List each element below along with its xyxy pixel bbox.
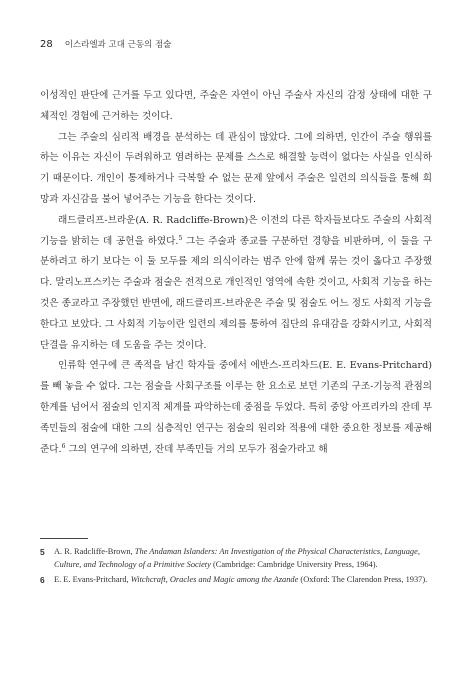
paragraph-text: 그는 주술과 종교를 구분하던 경향을 비판하며, 이 둘을 구분하려고 하기 보다는 이 둘 모두를 제의 의식이라는 범주 안에 함께 묶는 것이 옳다고 주장했다. 말리노프스키는 주술과 점술은 전적으로 개인적인 영역에 속한 것이고, 사회적 기능을 하는 것은 종교라고 주장했던 반면에, 래드클리프-브라운은 주술 및 점술도 어느 정도 사회적 기능을 한다고 보았다. 그 사회적 기능이란 일련의 제의를 통하여 집단의 유대감을 강화시키고, 사회적 단결을 유지하는 데 도움을 주는 것이다.: [40, 235, 433, 351]
running-title: 이스라엘과 고대 근동의 점술: [64, 40, 172, 50]
footnote-text: [54, 546, 432, 571]
body-text: [40, 86, 432, 460]
page-number: 28: [40, 39, 53, 50]
footnote-number: 5: [40, 547, 45, 557]
footnote: [40, 546, 432, 571]
paragraph-malinowski: [40, 128, 432, 211]
footnote-author: A. R. Radcliffe-Brown,: [54, 547, 135, 556]
paragraph-radcliffe-brown: [40, 211, 432, 357]
note-reference[interactable]: 6: [61, 442, 66, 450]
paragraph-continued: [40, 86, 432, 128]
footnote-divider: [40, 538, 88, 539]
note-reference[interactable]: 5: [178, 234, 183, 242]
paragraph-text: 래드클리프-브라운(A. R. Radcliffe-Brown)은 이전의 다른 학자들보다도 주술의 사회적 기능을 밝히는 데 공헌을 하였다.: [40, 214, 432, 247]
paragraph-text: 그의 연구에 의하면, 잔데 부족민들 거의 모두가 점술가라고 해: [68, 443, 328, 455]
paragraph-evans-pritchard: [40, 356, 432, 460]
paragraph-text: 인류학 연구에 큰 족적을 남긴 학자들 중에서 에반스-프리차드(E. E. Evans-Pritchard)를 빼 놓을 수 없다. 그는 점술을 사회구조를 이루는 한 요소로 보던 기존의 구조-기능적 관점의 한계를 넘어서 점술의 인지적 체계를 파악하는데 중점을 두었다. 특히 중앙 아프리카의 잔데 부족민들의 점술에 대한 그의 심층적인 연구는 점술의 원리와 적용에 대한 중요한 정보를 제공해 준다.: [40, 360, 432, 455]
footnote-number: 6: [40, 575, 45, 586]
footnote-publication: (Cambridge: Cambridge University Press, 1964).: [210, 559, 378, 569]
footnote-book-title: Witchcraft, Oracles and Magic among the Azande: [130, 575, 299, 585]
footnote-book-title: The Andaman Islanders: An Investigation of the Physical Characteristics, Language, Culture, and Technology of a Primitive Society: [54, 547, 420, 569]
footnote-author: E. E. Evans-Pritchard,: [54, 575, 131, 585]
running-head: [40, 38, 171, 52]
footnote-text: [54, 574, 432, 587]
footnotes: [40, 546, 432, 590]
footnote-publication: (Oxford: The Clarendon Press, 1937).: [298, 575, 428, 585]
footnote: [40, 574, 432, 587]
paragraph-text: 그는 주술의 심리적 배경을 분석하는 데 관심이 많았다. 그에 의하면, 인간이 주술 행위를 하는 이유는 자신이 두려워하고 염려하는 문제를 스스로 해결할 능력이 없다는 사실을 인식하기 때문이다. 개인이 통제하거나 극복할 수 없는 문제 앞에서 주술은 일련의 의식들을 통해 희망과 자신감을 불어 넣어주는 기능을 한다는 것이다.: [40, 131, 432, 205]
paragraph-text: 이성적인 판단에 근거를 두고 있다면, 주술은 자연이 아닌 주술사 자신의 감정 상태에 대한 구체적인 경험에 근거하는 것이다.: [40, 90, 432, 122]
